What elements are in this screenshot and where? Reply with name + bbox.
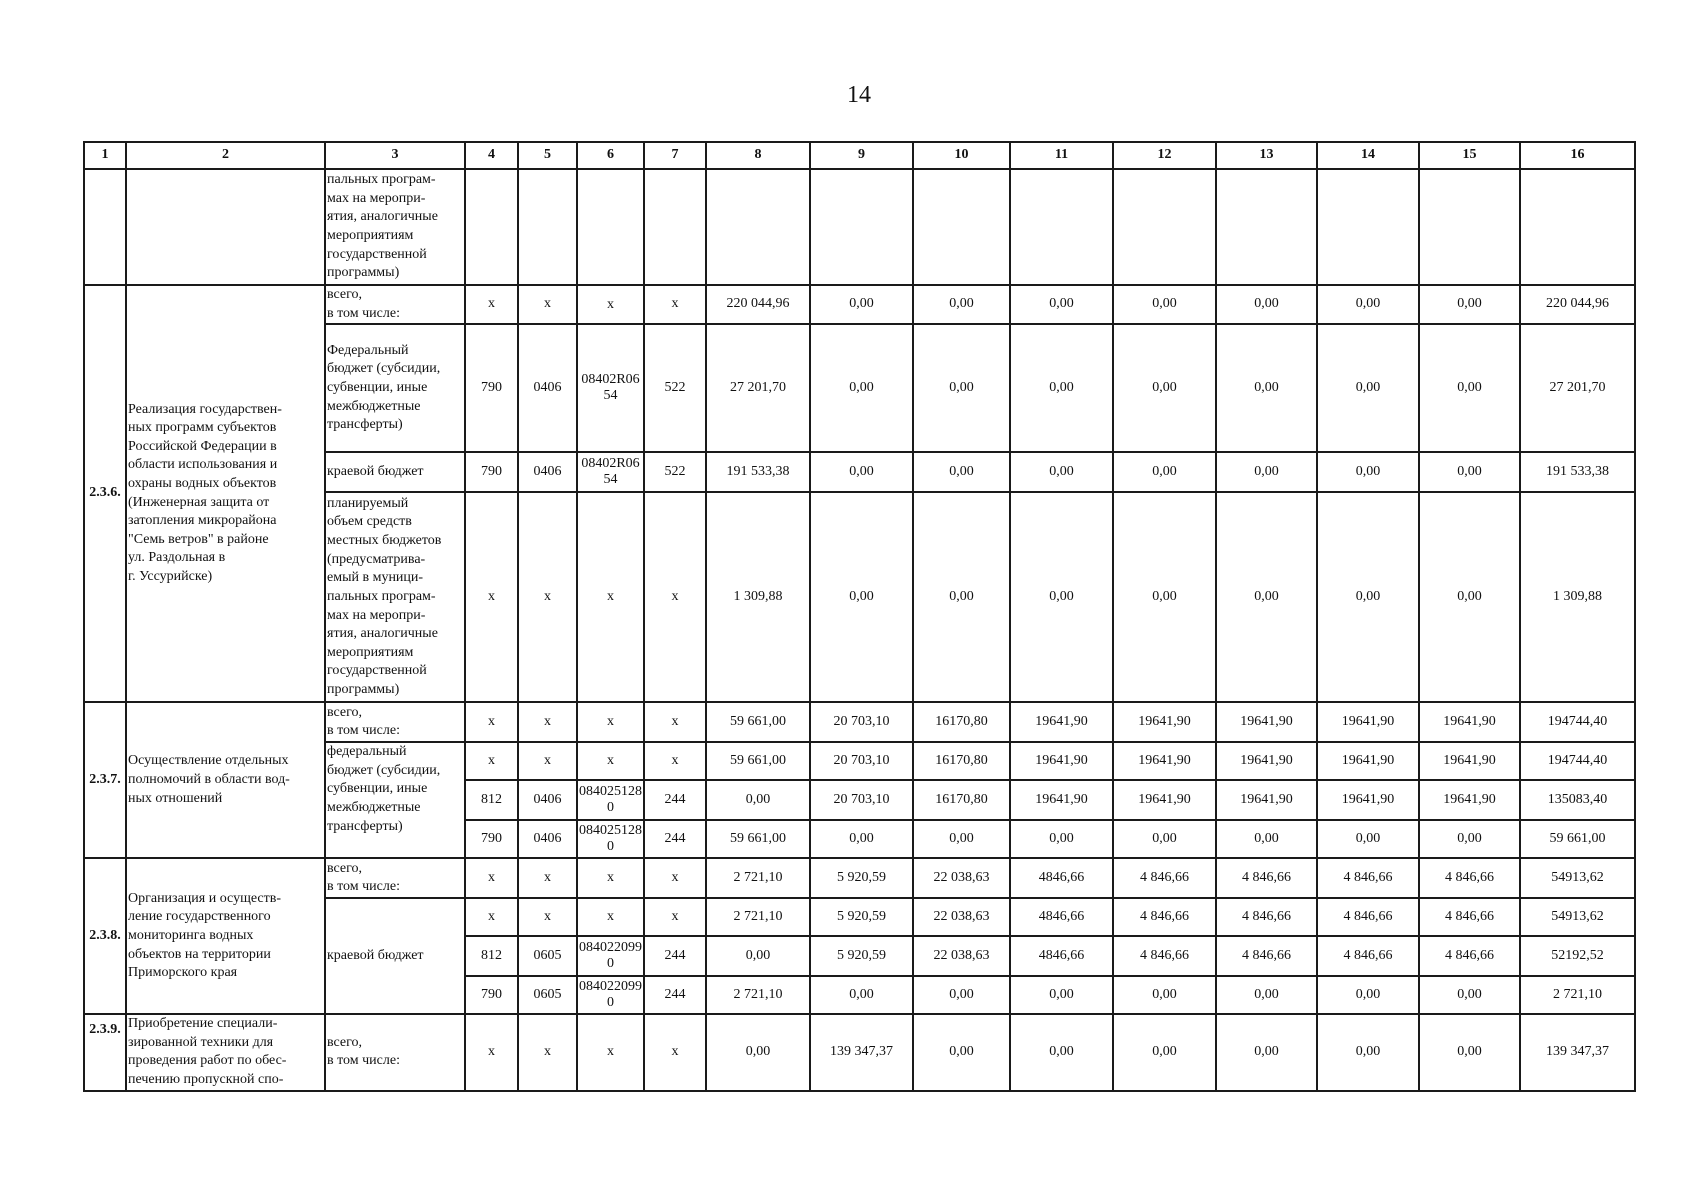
value-cell: 0,00	[1010, 452, 1113, 492]
row-number-cell: 2.3.7.	[84, 702, 126, 858]
value-cell: 0,00	[1010, 492, 1113, 702]
code-cell: x	[644, 285, 706, 324]
value-cell: 5 920,59	[810, 898, 913, 936]
value-cell: 22 038,63	[913, 936, 1010, 976]
value-cell: 0,00	[706, 780, 810, 820]
code-cell: x	[644, 702, 706, 742]
code-cell: x	[518, 1014, 577, 1090]
column-header: 9	[810, 142, 913, 169]
value-cell: 0,00	[1010, 285, 1113, 324]
value-cell: 0,00	[1010, 1014, 1113, 1090]
value-cell: 4 846,66	[1419, 936, 1520, 976]
column-header: 7	[644, 142, 706, 169]
funding-source-cell: федеральный бюджет (субсидии, субвенции, иные межбюджетные трансферты)	[325, 742, 465, 858]
total-cell: 194744,40	[1520, 742, 1635, 780]
activity-name-cell	[126, 169, 325, 285]
code-cell: x	[577, 858, 644, 898]
total-cell: 191 533,38	[1520, 452, 1635, 492]
empty-cell	[1216, 169, 1317, 285]
value-cell: 59 661,00	[706, 820, 810, 858]
value-cell: 1 309,88	[706, 492, 810, 702]
column-header: 14	[1317, 142, 1419, 169]
empty-cell	[1419, 169, 1520, 285]
funding-source-cell: всего, в том числе:	[325, 285, 465, 324]
value-cell: 19641,90	[1010, 702, 1113, 742]
code-cell: x	[577, 742, 644, 780]
column-header-row	[84, 142, 1635, 169]
total-cell: 2 721,10	[1520, 976, 1635, 1014]
value-cell: 19641,90	[1419, 780, 1520, 820]
code-cell: x	[644, 742, 706, 780]
code-cell: 522	[644, 452, 706, 492]
empty-cell	[706, 169, 810, 285]
code-cell: 08402R0654	[577, 452, 644, 492]
empty-cell	[1317, 169, 1419, 285]
value-cell: 27 201,70	[706, 324, 810, 452]
value-cell: 0,00	[1010, 324, 1113, 452]
value-cell: 0,00	[1216, 324, 1317, 452]
funding-source-cell: краевой бюджет	[325, 452, 465, 492]
column-header: 2	[126, 142, 325, 169]
value-cell: 2 721,10	[706, 898, 810, 936]
value-cell: 0,00	[913, 324, 1010, 452]
code-cell: 790	[465, 452, 518, 492]
value-cell: 0,00	[913, 976, 1010, 1014]
column-header: 8	[706, 142, 810, 169]
value-cell: 4 846,66	[1216, 858, 1317, 898]
code-cell: 0840220990	[577, 936, 644, 976]
value-cell: 0,00	[706, 936, 810, 976]
column-header: 13	[1216, 142, 1317, 169]
value-cell: 0,00	[1113, 452, 1216, 492]
value-cell: 0,00	[1216, 285, 1317, 324]
value-cell: 19641,90	[1419, 742, 1520, 780]
value-cell: 4846,66	[1010, 898, 1113, 936]
value-cell: 0,00	[913, 1014, 1010, 1090]
code-cell: 0840220990	[577, 976, 644, 1014]
value-cell: 5 920,59	[810, 858, 913, 898]
value-cell: 22 038,63	[913, 898, 1010, 936]
value-cell: 0,00	[913, 492, 1010, 702]
value-cell: 4846,66	[1010, 858, 1113, 898]
empty-cell	[1113, 169, 1216, 285]
column-header: 15	[1419, 142, 1520, 169]
code-cell: 522	[644, 324, 706, 452]
code-cell: 790	[465, 820, 518, 858]
value-cell: 0,00	[1113, 976, 1216, 1014]
code-cell: x	[577, 1014, 644, 1090]
value-cell: 20 703,10	[810, 742, 913, 780]
value-cell: 4 846,66	[1113, 936, 1216, 976]
total-cell: 54913,62	[1520, 898, 1635, 936]
funding-source-cell: пальных програм- мах на меропри- ятия, аналогичные мероприятиям государственной программы)	[325, 169, 465, 285]
column-header: 6	[577, 142, 644, 169]
value-cell: 4 846,66	[1113, 858, 1216, 898]
code-cell: 790	[465, 324, 518, 452]
code-cell: 0605	[518, 976, 577, 1014]
value-cell: 19641,90	[1317, 780, 1419, 820]
code-cell: x	[577, 898, 644, 936]
value-cell: 19641,90	[1216, 702, 1317, 742]
value-cell: 0,00	[810, 285, 913, 324]
value-cell: 59 661,00	[706, 742, 810, 780]
column-header: 3	[325, 142, 465, 169]
value-cell: 4 846,66	[1113, 898, 1216, 936]
row-number-cell: 2.3.8.	[84, 858, 126, 1014]
value-cell: 0,00	[706, 1014, 810, 1090]
funding-source-cell: всего, в том числе:	[325, 702, 465, 742]
value-cell: 4 846,66	[1317, 898, 1419, 936]
value-cell: 5 920,59	[810, 936, 913, 976]
value-cell: 0,00	[1216, 820, 1317, 858]
table-row	[84, 1014, 1635, 1090]
total-cell: 1 309,88	[1520, 492, 1635, 702]
value-cell: 0,00	[1317, 285, 1419, 324]
value-cell: 220 044,96	[706, 285, 810, 324]
code-cell: x	[518, 285, 577, 324]
code-cell: x	[465, 742, 518, 780]
total-cell: 194744,40	[1520, 702, 1635, 742]
column-header: 5	[518, 142, 577, 169]
code-cell: 0406	[518, 780, 577, 820]
code-cell: x	[644, 1014, 706, 1090]
code-cell: x	[644, 898, 706, 936]
value-cell: 19641,90	[1216, 780, 1317, 820]
value-cell: 0,00	[1113, 1014, 1216, 1090]
value-cell: 19641,90	[1010, 742, 1113, 780]
column-header: 12	[1113, 142, 1216, 169]
code-cell: x	[465, 702, 518, 742]
column-header: 10	[913, 142, 1010, 169]
empty-cell	[577, 169, 644, 285]
column-header: 11	[1010, 142, 1113, 169]
empty-cell	[518, 169, 577, 285]
value-cell: 0,00	[810, 324, 913, 452]
value-cell: 4 846,66	[1216, 898, 1317, 936]
value-cell: 0,00	[810, 452, 913, 492]
table-row	[84, 702, 1635, 742]
code-cell: x	[518, 702, 577, 742]
code-cell: 812	[465, 936, 518, 976]
code-cell: x	[465, 898, 518, 936]
value-cell: 0,00	[1419, 324, 1520, 452]
value-cell: 0,00	[1317, 492, 1419, 702]
code-cell: x	[465, 1014, 518, 1090]
code-cell: 244	[644, 976, 706, 1014]
value-cell: 0,00	[1419, 820, 1520, 858]
value-cell: 20 703,10	[810, 702, 913, 742]
value-cell: 0,00	[1216, 1014, 1317, 1090]
code-cell: 0406	[518, 820, 577, 858]
code-cell: 08402R0654	[577, 324, 644, 452]
code-cell: x	[465, 858, 518, 898]
code-cell: 244	[644, 936, 706, 976]
value-cell: 19641,90	[1317, 742, 1419, 780]
funding-source-cell: краевой бюджет	[325, 898, 465, 1014]
funding-source-cell: всего, в том числе:	[325, 858, 465, 898]
value-cell: 0,00	[1216, 492, 1317, 702]
value-cell: 0,00	[1419, 492, 1520, 702]
total-cell: 139 347,37	[1520, 1014, 1635, 1090]
code-cell: x	[465, 285, 518, 324]
value-cell: 0,00	[810, 820, 913, 858]
empty-cell	[465, 169, 518, 285]
code-cell: x	[577, 285, 644, 324]
value-cell: 20 703,10	[810, 780, 913, 820]
column-header: 16	[1520, 142, 1635, 169]
table-row	[84, 285, 1635, 324]
code-cell: x	[644, 492, 706, 702]
value-cell: 19641,90	[1216, 742, 1317, 780]
page-number: 14	[847, 82, 871, 108]
activity-name-cell: Организация и осуществ- ление государственного мониторинга водных объектов на территории Приморского края	[126, 858, 325, 1014]
value-cell: 19641,90	[1113, 702, 1216, 742]
total-cell: 52192,52	[1520, 936, 1635, 976]
value-cell: 19641,90	[1010, 780, 1113, 820]
column-header: 1	[84, 142, 126, 169]
value-cell: 0,00	[913, 285, 1010, 324]
code-cell: 0840251280	[577, 780, 644, 820]
value-cell: 0,00	[1010, 820, 1113, 858]
value-cell: 16170,80	[913, 780, 1010, 820]
code-cell: x	[518, 492, 577, 702]
value-cell: 0,00	[810, 492, 913, 702]
empty-cell	[913, 169, 1010, 285]
value-cell: 0,00	[1317, 324, 1419, 452]
row-number-cell: 2.3.6.	[84, 285, 126, 702]
funding-source-cell: всего, в том числе:	[325, 1014, 465, 1090]
total-cell: 27 201,70	[1520, 324, 1635, 452]
value-cell: 4 846,66	[1419, 858, 1520, 898]
value-cell: 0,00	[1010, 976, 1113, 1014]
empty-cell	[1520, 169, 1635, 285]
empty-cell	[810, 169, 913, 285]
value-cell: 0,00	[1317, 976, 1419, 1014]
value-cell: 59 661,00	[706, 702, 810, 742]
code-cell: x	[577, 702, 644, 742]
funding-source-cell: Федеральный бюджет (субсидии, субвенции, иные межбюджетные трансферты)	[325, 324, 465, 452]
code-cell: x	[518, 742, 577, 780]
value-cell: 0,00	[1113, 285, 1216, 324]
total-cell: 135083,40	[1520, 780, 1635, 820]
code-cell: x	[518, 898, 577, 936]
code-cell: x	[518, 858, 577, 898]
code-cell: 244	[644, 780, 706, 820]
code-cell: 812	[465, 780, 518, 820]
value-cell: 0,00	[1113, 492, 1216, 702]
budget-table	[83, 141, 1636, 1092]
table-row	[84, 169, 1635, 285]
value-cell: 19641,90	[1317, 702, 1419, 742]
activity-name-cell: Приобретение специали- зированной техники для проведения работ по обес- печению пропускной спо-	[126, 1014, 325, 1090]
empty-cell	[1010, 169, 1113, 285]
value-cell: 2 721,10	[706, 976, 810, 1014]
code-cell: x	[465, 492, 518, 702]
row-number-cell: 2.3.9.	[84, 1014, 126, 1090]
value-cell: 4 846,66	[1317, 936, 1419, 976]
activity-name-cell: Реализация государствен- ных программ субъектов Российской Федерации в области использования и охраны водных объектов (Инженерная защита от затопления микрорайона "Семь ветров" в районе ул. Раздольная в г. Уссурийске)	[126, 285, 325, 702]
value-cell: 0,00	[1216, 452, 1317, 492]
value-cell: 0,00	[1317, 452, 1419, 492]
value-cell: 4 846,66	[1216, 936, 1317, 976]
total-cell: 220 044,96	[1520, 285, 1635, 324]
code-cell: 0406	[518, 452, 577, 492]
row-number-cell	[84, 169, 126, 285]
value-cell: 0,00	[913, 452, 1010, 492]
value-cell: 0,00	[1113, 820, 1216, 858]
table-row	[84, 858, 1635, 898]
value-cell: 4846,66	[1010, 936, 1113, 976]
funding-source-cell: планируемый объем средств местных бюджетов (предусматрива- емый в муници- пальных програм- мах на меропри- ятия, аналогичные мероприятиям государственной программы)	[325, 492, 465, 702]
value-cell: 19641,90	[1113, 780, 1216, 820]
code-cell: 790	[465, 976, 518, 1014]
value-cell: 19641,90	[1113, 742, 1216, 780]
total-cell: 59 661,00	[1520, 820, 1635, 858]
value-cell: 0,00	[913, 820, 1010, 858]
value-cell: 2 721,10	[706, 858, 810, 898]
value-cell: 4 846,66	[1317, 858, 1419, 898]
value-cell: 0,00	[1216, 976, 1317, 1014]
code-cell: x	[644, 858, 706, 898]
activity-name-cell: Осуществление отдельных полномочий в области вод- ных отношений	[126, 702, 325, 858]
value-cell: 0,00	[1419, 1014, 1520, 1090]
column-header: 4	[465, 142, 518, 169]
value-cell: 0,00	[1317, 1014, 1419, 1090]
code-cell: 0406	[518, 324, 577, 452]
value-cell: 19641,90	[1419, 702, 1520, 742]
code-cell: 0840251280	[577, 820, 644, 858]
total-cell: 54913,62	[1520, 858, 1635, 898]
value-cell: 16170,80	[913, 702, 1010, 742]
code-cell: 0605	[518, 936, 577, 976]
value-cell: 0,00	[1419, 452, 1520, 492]
value-cell: 16170,80	[913, 742, 1010, 780]
value-cell: 0,00	[810, 976, 913, 1014]
code-cell: x	[577, 492, 644, 702]
value-cell: 191 533,38	[706, 452, 810, 492]
value-cell: 4 846,66	[1419, 898, 1520, 936]
empty-cell	[644, 169, 706, 285]
value-cell: 0,00	[1113, 324, 1216, 452]
value-cell: 139 347,37	[810, 1014, 913, 1090]
value-cell: 22 038,63	[913, 858, 1010, 898]
value-cell: 0,00	[1419, 976, 1520, 1014]
code-cell: 244	[644, 820, 706, 858]
value-cell: 0,00	[1419, 285, 1520, 324]
value-cell: 0,00	[1317, 820, 1419, 858]
